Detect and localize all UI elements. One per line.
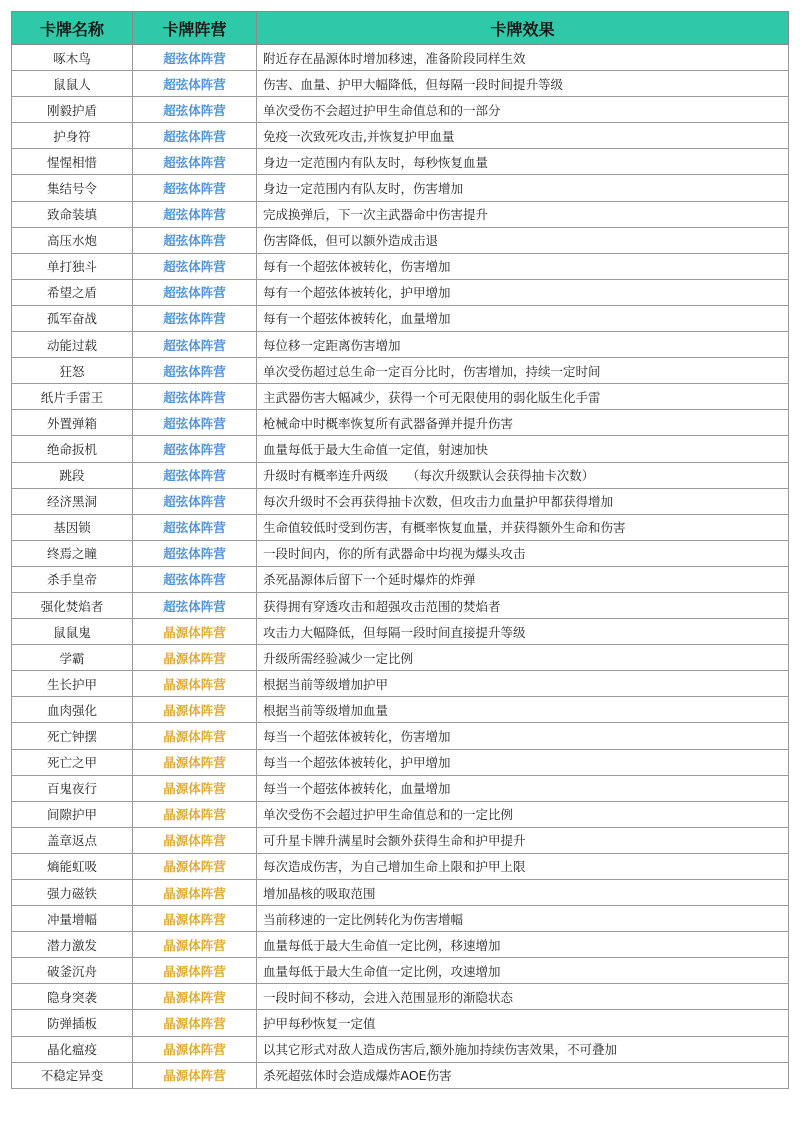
table-row <box>12 801 789 827</box>
table-row <box>12 1036 789 1062</box>
table-row <box>12 697 789 723</box>
table-row <box>12 201 789 227</box>
card-effect-cell: 一段时间不移动，会进入范围显形的渐隐状态 <box>257 984 789 1010</box>
card-effect-cell: 完成换弹后，下一次主武器命中伤害提升 <box>257 201 789 227</box>
card-camp-cell: 超弦体阵营 <box>133 253 257 279</box>
card-camp-cell: 超弦体阵营 <box>133 71 257 97</box>
card-camp-cell: 晶源体阵营 <box>133 645 257 671</box>
card-effect-cell: 血量每低于最大生命值一定值，射速加快 <box>257 436 789 462</box>
card-effect-cell: 每有一个超弦体被转化，伤害增加 <box>257 253 789 279</box>
card-name-cell: 致命装填 <box>12 201 133 227</box>
table-row <box>12 123 789 149</box>
card-camp-cell: 晶源体阵营 <box>133 958 257 984</box>
card-effect-cell: 血量每低于最大生命值一定比例，攻速增加 <box>257 958 789 984</box>
card-camp-cell: 超弦体阵营 <box>133 149 257 175</box>
card-name-cell: 终焉之瞳 <box>12 540 133 566</box>
card-name-cell: 盖章返点 <box>12 827 133 853</box>
card-camp-cell: 晶源体阵营 <box>133 749 257 775</box>
card-name-cell: 间隙护甲 <box>12 801 133 827</box>
table-row <box>12 97 789 123</box>
card-camp-cell: 超弦体阵营 <box>133 462 257 488</box>
card-effect-cell: 护甲每秒恢复一定值 <box>257 1010 789 1036</box>
card-camp-cell: 超弦体阵营 <box>133 45 257 71</box>
card-camp-cell: 晶源体阵营 <box>133 906 257 932</box>
card-camp-cell: 超弦体阵营 <box>133 201 257 227</box>
card-name-cell: 鼠鼠人 <box>12 71 133 97</box>
card-effect-cell: 一段时间内，你的所有武器命中均视为爆头攻击 <box>257 540 789 566</box>
card-camp-cell: 晶源体阵营 <box>133 723 257 749</box>
table-row <box>12 149 789 175</box>
card-name-cell: 高压水炮 <box>12 227 133 253</box>
card-camp-cell: 晶源体阵营 <box>133 1010 257 1036</box>
card-camp-cell: 晶源体阵营 <box>133 775 257 801</box>
card-camp-cell: 超弦体阵营 <box>133 358 257 384</box>
table-row <box>12 1010 789 1036</box>
card-camp-cell: 晶源体阵营 <box>133 880 257 906</box>
card-name-cell: 孤军奋战 <box>12 305 133 331</box>
table-row <box>12 671 789 697</box>
card-camp-cell: 晶源体阵营 <box>133 671 257 697</box>
card-camp-cell: 超弦体阵营 <box>133 332 257 358</box>
card-effect-cell: 主武器伤害大幅减少，获得一个可无限使用的弱化版生化手雷 <box>257 384 789 410</box>
card-camp-cell: 晶源体阵营 <box>133 1036 257 1062</box>
table-row <box>12 853 789 879</box>
card-name-cell: 死亡之甲 <box>12 749 133 775</box>
table-row <box>12 358 789 384</box>
table-row <box>12 384 789 410</box>
card-effect-cell: 单次受伤不会超过护甲生命值总和的一部分 <box>257 97 789 123</box>
card-name-cell: 纸片手雷王 <box>12 384 133 410</box>
card-effect-cell: 每当一个超弦体被转化，伤害增加 <box>257 723 789 749</box>
header-card-camp: 卡牌阵营 <box>133 12 257 45</box>
card-camp-cell: 晶源体阵营 <box>133 853 257 879</box>
card-camp-cell: 超弦体阵营 <box>133 540 257 566</box>
card-camp-cell: 超弦体阵营 <box>133 384 257 410</box>
card-name-cell: 百鬼夜行 <box>12 775 133 801</box>
card-name-cell: 希望之盾 <box>12 279 133 305</box>
card-camp-cell: 超弦体阵营 <box>133 566 257 592</box>
card-name-cell: 防弹插板 <box>12 1010 133 1036</box>
table-row <box>12 1062 789 1088</box>
card-effect-cell: 单次受伤不会超过护甲生命值总和的一定比例 <box>257 801 789 827</box>
card-name-cell: 血肉强化 <box>12 697 133 723</box>
card-effect-cell: 附近存在晶源体时增加移速，准备阶段同样生效 <box>257 45 789 71</box>
card-effect-cell: 免疫一次致死攻击,并恢复护甲血量 <box>257 123 789 149</box>
card-effect-cell: 升级所需经验减少一定比例 <box>257 645 789 671</box>
card-camp-cell: 晶源体阵营 <box>133 984 257 1010</box>
card-effect-cell: 当前移速的一定比例转化为伤害增幅 <box>257 906 789 932</box>
card-camp-cell: 超弦体阵营 <box>133 97 257 123</box>
table-row <box>12 253 789 279</box>
card-name-cell: 不稳定异变 <box>12 1062 133 1088</box>
table-row <box>12 645 789 671</box>
table-body <box>12 45 789 1089</box>
table-row <box>12 880 789 906</box>
card-effect-cell: 攻击力大幅降低，但每隔一段时间直接提升等级 <box>257 619 789 645</box>
card-camp-cell: 晶源体阵营 <box>133 827 257 853</box>
card-name-cell: 学霸 <box>12 645 133 671</box>
table-row <box>12 410 789 436</box>
card-effect-cell: 单次受伤超过总生命一定百分比时，伤害增加，持续一定时间 <box>257 358 789 384</box>
table-row <box>12 932 789 958</box>
card-name-cell: 死亡钟摆 <box>12 723 133 749</box>
card-effect-cell: 每次升级时不会再获得抽卡次数，但攻击力血量护甲都获得增加 <box>257 488 789 514</box>
card-name-cell: 隐身突袭 <box>12 984 133 1010</box>
card-camp-cell: 超弦体阵营 <box>133 410 257 436</box>
card-name-cell: 单打独斗 <box>12 253 133 279</box>
card-camp-cell: 超弦体阵营 <box>133 305 257 331</box>
card-camp-cell: 超弦体阵营 <box>133 592 257 618</box>
card-table <box>11 11 789 1089</box>
card-effect-cell: 每次造成伤害，为自己增加生命上限和护甲上限 <box>257 853 789 879</box>
table-row <box>12 45 789 71</box>
table-row <box>12 566 789 592</box>
table-row <box>12 958 789 984</box>
card-name-cell: 惺惺相惜 <box>12 149 133 175</box>
table-row <box>12 71 789 97</box>
card-name-cell: 鼠鼠鬼 <box>12 619 133 645</box>
table-row <box>12 279 789 305</box>
card-effect-cell: 身边一定范围内有队友时，每秒恢复血量 <box>257 149 789 175</box>
card-name-cell: 破釜沉舟 <box>12 958 133 984</box>
card-effect-cell: 增加晶核的吸取范围 <box>257 880 789 906</box>
card-effect-cell: 伤害、血量、护甲大幅降低，但每隔一段时间提升等级 <box>257 71 789 97</box>
card-name-cell: 冲量增幅 <box>12 906 133 932</box>
card-name-cell: 刚毅护盾 <box>12 97 133 123</box>
card-name-cell: 跳段 <box>12 462 133 488</box>
card-effect-cell: 每当一个超弦体被转化，血量增加 <box>257 775 789 801</box>
card-effect-cell: 根据当前等级增加护甲 <box>257 671 789 697</box>
card-camp-cell: 超弦体阵营 <box>133 514 257 540</box>
table-row <box>12 827 789 853</box>
card-camp-cell: 晶源体阵营 <box>133 697 257 723</box>
card-effect-cell: 每有一个超弦体被转化，护甲增加 <box>257 279 789 305</box>
card-camp-cell: 超弦体阵营 <box>133 227 257 253</box>
card-effect-cell: 枪械命中时概率恢复所有武器备弹并提升伤害 <box>257 410 789 436</box>
card-camp-cell: 晶源体阵营 <box>133 619 257 645</box>
card-effect-cell: 血量每低于最大生命值一定比例，移速增加 <box>257 932 789 958</box>
card-name-cell: 绝命扳机 <box>12 436 133 462</box>
card-name-cell: 晶化瘟疫 <box>12 1036 133 1062</box>
card-camp-cell: 超弦体阵营 <box>133 436 257 462</box>
table-row <box>12 488 789 514</box>
card-name-cell: 狂怒 <box>12 358 133 384</box>
card-effect-cell: 每有一个超弦体被转化，血量增加 <box>257 305 789 331</box>
table-row <box>12 984 789 1010</box>
table-header-row <box>12 12 789 45</box>
table-row <box>12 305 789 331</box>
card-camp-cell: 超弦体阵营 <box>133 123 257 149</box>
card-name-cell: 强力磁铁 <box>12 880 133 906</box>
table-row <box>12 227 789 253</box>
table-row <box>12 723 789 749</box>
card-name-cell: 集结号令 <box>12 175 133 201</box>
table-row <box>12 540 789 566</box>
card-name-cell: 强化焚焰者 <box>12 592 133 618</box>
card-name-cell: 护身符 <box>12 123 133 149</box>
table-row <box>12 906 789 932</box>
card-camp-cell: 晶源体阵营 <box>133 801 257 827</box>
card-effect-cell: 身边一定范围内有队友时，伤害增加 <box>257 175 789 201</box>
card-table-container <box>11 11 788 1089</box>
card-effect-cell: 生命值较低时受到伤害，有概率恢复血量，并获得额外生命和伤害 <box>257 514 789 540</box>
card-camp-cell: 超弦体阵营 <box>133 488 257 514</box>
card-effect-cell: 每位移一定距离伤害增加 <box>257 332 789 358</box>
card-name-cell: 动能过载 <box>12 332 133 358</box>
table-row <box>12 462 789 488</box>
card-name-cell: 外置弹箱 <box>12 410 133 436</box>
card-effect-cell: 伤害降低，但可以额外造成击退 <box>257 227 789 253</box>
card-effect-cell: 每当一个超弦体被转化，护甲增加 <box>257 749 789 775</box>
header-card-effect: 卡牌效果 <box>257 12 789 45</box>
card-effect-cell: 获得拥有穿透攻击和超强攻击范围的焚焰者 <box>257 592 789 618</box>
card-camp-cell: 超弦体阵营 <box>133 279 257 305</box>
card-name-cell: 啄木鸟 <box>12 45 133 71</box>
card-effect-cell: 根据当前等级增加血量 <box>257 697 789 723</box>
card-effect-cell: 杀死超弦体时会造成爆炸AOE伤害 <box>257 1062 789 1088</box>
card-camp-cell: 晶源体阵营 <box>133 932 257 958</box>
card-camp-cell: 超弦体阵营 <box>133 175 257 201</box>
card-effect-cell: 以其它形式对敌人造成伤害后,额外施加持续伤害效果，不可叠加 <box>257 1036 789 1062</box>
card-name-cell: 潜力激发 <box>12 932 133 958</box>
card-name-cell: 经济黑洞 <box>12 488 133 514</box>
card-camp-cell: 晶源体阵营 <box>133 1062 257 1088</box>
table-row <box>12 332 789 358</box>
card-name-cell: 杀手皇帝 <box>12 566 133 592</box>
table-row <box>12 619 789 645</box>
card-effect-cell: 可升星卡牌升满星时会额外获得生命和护甲提升 <box>257 827 789 853</box>
card-name-cell: 熵能虹吸 <box>12 853 133 879</box>
card-name-cell: 基因锁 <box>12 514 133 540</box>
card-name-cell: 生长护甲 <box>12 671 133 697</box>
table-row <box>12 514 789 540</box>
header-card-name: 卡牌名称 <box>12 12 133 45</box>
table-row <box>12 775 789 801</box>
card-effect-cell: 升级时有概率连升两级 （每次升级默认会获得抽卡次数） <box>257 462 789 488</box>
table-row <box>12 175 789 201</box>
table-row <box>12 436 789 462</box>
card-effect-cell: 杀死晶源体后留下一个延时爆炸的炸弹 <box>257 566 789 592</box>
table-row <box>12 592 789 618</box>
table-row <box>12 749 789 775</box>
